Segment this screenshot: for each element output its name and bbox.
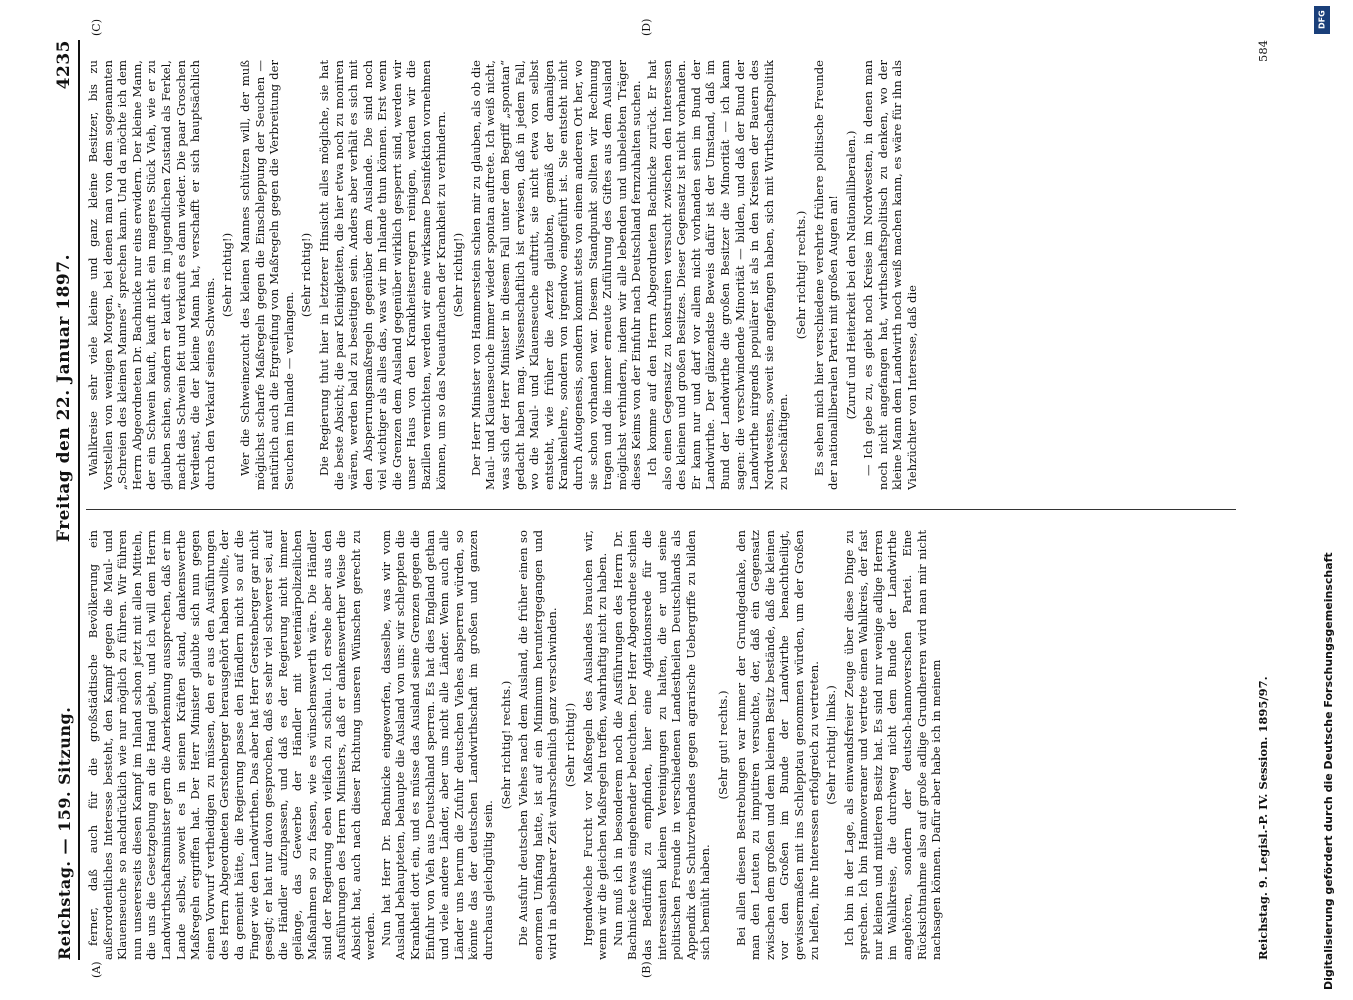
right-paragraph: Es sehen mich hier verschiedene verehrte frühere politische Freunde der nationalliberalen Partei mit großen Augen an! [811, 60, 841, 490]
left-column [86, 530, 1246, 960]
right-interjection: (Sehr richtig! rechts.) [793, 210, 808, 340]
left-paragraph: ferner, daß auch für die großstädtische Bevölkerung ein außerordentliches Interesse besteht, den Kampf gegen die Maul- und Klauenseuche so nachdrücklich wie nur möglich zu führen. Wir führen nun unsererseits diesen Kampf im Inland schon jetzt mit allen Mitteln, die uns die Gesetzgebung an die Hand giebt, und ich will dem Herrn Landwirthschaftsminister gern die Anerkennung aussprechen, daß er im Lande selbst, soweit es in seinen Kräften stand, dankenswerthe Maßregeln ergriffen hat. Der Herr Minister glaubte sich nun gegen einen Vorwurf vertheidigen zu müssen, den er aus den Ausführungen des Herrn Abgeordneten Gerstenberger herausgehört haben wollte, der da gemeint hätte, die Regierung passe den Händlern nicht so auf die Finger wie den Landwirthen. Das aber hat Herr Gerstenberger gar nicht gesagt; er hat nur davon gesprochen, daß es sehr viel schwerer sei, auf die Händler aufzupassen, und daß es der Regierung nicht immer gelänge, das Gewerbe der Händler mit veterinärpolizeilichen Maßnahmen so zu fassen, wie es wünschenswerth wäre. Die Händler sind der Regierung eben vielfach zu schlau. Ich ersehe aber aus den Ausführungen des Herrn Ministers, daß er dankenswerther Weise die Absicht hat, auch nach dieser Richtung unseren Wünschen gerecht zu werden. [86, 530, 378, 960]
margin-mark-c: (C) [90, 19, 103, 36]
header-date: Freitag den 22. Januar 1897. [54, 254, 74, 543]
digitization-strip [1306, 0, 1353, 1000]
right-paragraph: Die Regierung thut hier in letzterer Hinsicht alles mögliche, sie hat die beste Absicht; die paar Kleinigkeiten, die hier etwa noch zu moniren wären, werden bald zu beseitigen sein. Anders aber verhält es sich mit den Absperrungsmaßregeln gegenüber dem Auslande. Die sind noch viel wichtiger als alles das, was wir im Inlande thun können. Erst wenn die Grenzen dem Ausland gegenüber wirklich gesperrt sind, werden wir unser Haus von den Krankheitserregern reinigen, werden wir die Bazillen vernichten, werden wir eine wirksame Desinfektion vornehmen können, um so das Neuauftauchen der Krankheit zu verhindern. [316, 60, 448, 490]
digitization-note: Digitalisierung gefördert durch die Deutsche Forschungsgemeinschaft [1322, 552, 1335, 990]
right-interjection: (Sehr richtig!) [220, 232, 235, 318]
footer-signature: 584 [1256, 40, 1270, 62]
right-paragraph: Der Herr Minister von Hammerstein schien mir zu glauben, als ob die Maul- und Klauenseuche immer wieder spontan auftrete. Ich weiß nicht, was sich der Herr Minister in diesem Fall unter dem Begriff „spontan“ gedacht haben mag. Wissenschaftlich ist erwiesen, daß in jedem Fall, wo die Maul- und Klauenseuche auftritt, sie nicht etwa von selbst entsteht, wie früher die Aerzte glaubten, gemäß der damaligen Krankenlehre, sondern von irgendwo eingeführt ist. Sie entsteht nicht durch Autogenesis, sondern kommt stets von einem anderen Ort her, wo sie schon vorhanden war. Diesem Standpunkt sollten wir Rechnung tragen und die immer erneute Zuführung des Giftes aus dem Ausland möglichst verhindern, indem wir alle lebenden und unbelebten Träger dieses Keims von der Einfuhr nach Deutschland fernzuhalten suchen. [468, 60, 644, 490]
right-interjection: (Sehr richtig!) [299, 232, 314, 318]
margin-mark-d: (D) [640, 18, 653, 36]
left-interjection: (Sehr richtig! rechts.) [498, 680, 513, 810]
column-divider [86, 509, 1236, 510]
left-paragraph: Nun hat Herr Dr. Bachnicke eingeworfen, dasselbe, was wir vom Ausland behaupteten, behaupte die Ausland von uns: wir schleppten die Krankheit dort ein, und es müsse das Ausland seine Grenzen gegen die Einfuhr von Vieh aus Deutschland sperren. Es hat dies England gethan und viele andere Länder, aber uns nicht alle Länder. Wenn auch alle Länder uns herum die Zufuhr deutschen Viehes absperren würden, so könnte das der deutschen Landwirthschaft im großen und ganzen durchaus gleichgültig sein. [378, 530, 496, 960]
right-column [86, 60, 1246, 490]
page-footer [1256, 40, 1270, 960]
right-paragraph: — Ich gebe zu, es giebt noch Kreise im Nordwesten, in denen man noch nicht angefangen hat, wirthschaftspolitisch zu denken, wo der kleine Mann dem Landwirth noch weiß machen kann, es wäre für ihn als Viehzüchter von Interesse, daß die [861, 60, 920, 490]
left-paragraph: Ich bin in der Lage, als einwandsfreier Zeuge über diese Dinge zu sprechen. Ich bin Hannoveraner und vertrete einen Wahlkreis, der fast nur kleinen und mittleren Besitz hat. Es sind nur wenige adlige Herren im Wahlkreise, die durchweg nicht dem Bunde der Landwirthe angehören, sondern der deutsch-hannoverschen Partei. Eine Rücksichtnahme also auf große adlige Grundherren wird man mir nicht nachsagen können. Dafür aber habe ich in meinem [841, 530, 944, 960]
header-session: Reichstag. — 159. Sitzung. [54, 706, 74, 960]
right-interjection: (Sehr richtig!) [451, 232, 466, 318]
page-header [52, 40, 76, 960]
margin-mark-b: (B) [640, 961, 653, 978]
header-page-number: 4235 [54, 40, 74, 90]
left-interjection: (Sehr richtig! links.) [824, 685, 839, 805]
header-rule [78, 40, 80, 960]
right-paragraph: Wahlkreise sehr viele kleine und ganz kleine Besitzer, bis zu Vorstellen von wenigen Morgen, bei denen man von dem sogenannten „Schreien des kleinen Mannes“ sprechen kann. Und da möchte ich dem Herrn Abgeordneten Dr. Bachnicke nur eins erwidern. Der kleine Mann, der ein Schwein kauft, kauft nicht ein mageres Stück Vieh, wie er zu glauben schien, sondern er kauft es im jugendlichen Zustand als Ferkel, macht das Schwein fett und verkauft es dann wieder. Die paar Groschen Verdienst, die der kleine Mann hat, verschafft er sich hauptsächlich durch den Verkauf seines Schweins. [86, 60, 217, 490]
margin-mark-a: (A) [90, 961, 103, 978]
footer-imprint: Reichstag. 9. Legisl.-P. IV. Session. 1895/97. [1256, 676, 1270, 960]
right-paragraph: Ich komme auf den Herrn Abgeordneten Bachnicke zurück. Er hat also einen Gegensatz zu konstruiren versucht zwischen den Interessen des kleinen und großen Besitzes. Dieser Gegensatz ist nicht vorhanden. Er kann nur und darf vor allem nicht vorhanden sein im Bund der Landwirthe. Der glänzendste Beweis dafür ist der Umstand, daß im Bund der Landwirthe die großen Besitzer die Minorität — ich kann sagen: die verschwindende Minorität — bilden, und daß der Bund der Landwirthe nirgends populärer ist als in den Kreisen der Bauern des Nordwestens, soweit sie angefangen haben, sich mit Wirthschaftspolitik zu beschäftigen. [644, 60, 791, 490]
left-paragraph: Die Ausfuhr deutschen Viehes nach dem Ausland, die früher einen so enormen Umfang hatte, ist auf ein Minimum heruntergegangen und wird in absehbarer Zeit wahrscheinlich ganz verschwinden. [516, 530, 560, 960]
right-interjection: (Zuruf und Heiterkeit bei den Nationalliberalen.) [843, 130, 858, 420]
left-interjection: (Sehr gut! rechts.) [715, 690, 730, 800]
left-interjection: (Sehr richtig!) [563, 702, 577, 788]
left-paragraph: Nun muß ich in besonderem noch die Ausführungen des Herrn Dr. Bachnicke etwas eingehender beleuchten. Der Herr Abgeordnete schien das Bedürfniß zu empfinden, hier eine Agitationsrede für die interessanten kleinen Vereinigungen zu halten, die er und seine politischen Freunde in verschiedenen Landestheilen Deutschlands als Appendix des Schutzverbandes gegen agrarische Uebergriffe zu bilden sich bemüht haben. [610, 530, 713, 960]
left-paragraph: Irgendwelche Furcht vor Maßregeln des Auslandes brauchen wir, wenn wir die gleichen Maßregeln treffen, wahrhaftig nicht zu haben. [580, 530, 610, 960]
dfg-logo: DFG [1314, 6, 1330, 34]
left-paragraph: Bei allen diesen Bestrebungen war immer der Grundgedanke, den man den Leuten zu imputiren versuchte, der, daß ein Gegensatz zwischen dem großen und dem kleinen Besitz bestände, daß die kleinen vor den Großen im Bunde der Landwirthe benachtheiligt, gewissermaßen mit ins Schlepptau genommen würden, um der Großen zu helfen, ihre Interessen erfolgreich zu vertreten. [733, 530, 821, 960]
right-paragraph: Wer die Schweinezucht des kleinen Mannes schützen will, der muß möglichst scharfe Maßregeln gegen die Einschleppung der Seuchen — natürlich auch die Ergreifung von Maßregeln gegen die Verbreitung der Seuchen im Inlande — verlangen. [237, 60, 296, 490]
